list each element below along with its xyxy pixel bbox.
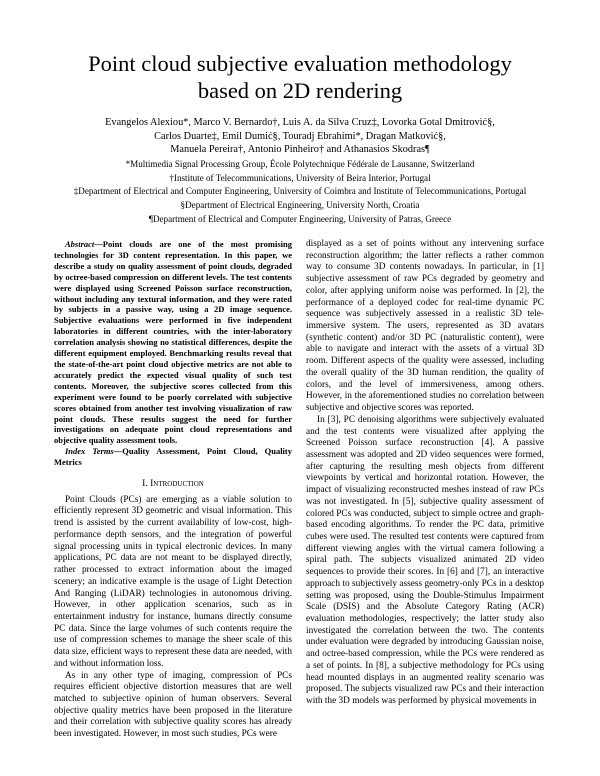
section-heading-introduction: I. Introduction — [142, 478, 204, 490]
authors-line-1: Evangelos Alexiou*, Marco V. Bernardo†, Luis A. da Silva Cruz‡, Lovorka Gotal Dmitrović§, — [105, 117, 495, 128]
affiliation-north: §Department of Electrical Engineering, University North, Croatia — [180, 200, 420, 211]
index-terms — [54, 446, 292, 468]
right-paragraph-1: displayed as a set of points without any intervening surface reconstruction algorithm; the latter reflects a rather common way to consume 3D contents nowadays. In particular, in [1] subjective assessment of raw PCs degraded by geometry and color, after applying uniform noise was performed. In [2], the performance of a deployed codec for real-time dynamic PC sequence was subjectively assessed in a realistic 3D tele-immersive system. The users, represented as 3D avatars (synthetic content) and/or 3D PC (naturalistic content), were able to navigate and interact with the assets of a virtual 3D room. Different aspects of the quality were assessed, including the overall quality of the 3D human rendition, the quality of colors, and the level of immersiveness, among others. However, in the aforementioned studies no correlation between subjective and objective scores was reported. — [306, 239, 544, 414]
affiliation-epfl: *Multimedia Signal Processing Group, École Polytechnique Fédérale de Lausanne, Switzerland — [125, 159, 475, 169]
author-list — [30, 116, 570, 157]
intro-paragraph-2: As in any other type of imaging, compression of PCs requires efficient objective distortion measures that are well matched to subjective opinion of human observers. Several objective quality metrics have been proposed in the literature and their correlation with subjective quality scores has already been investigated. However, in most such studies, PCs were — [54, 670, 292, 740]
affiliation-beira: †Institute of Telecommunications, University of Beira Interior, Portugal — [169, 172, 431, 183]
left-column — [54, 239, 292, 741]
intro-paragraph-1: Point Clouds (PCs) are emerging as a viable solution to efficiently represent 3D geometric and visual information. This trend is assisted by the current availability of low-cost, high-performance depth sensors, and the integration of powerful signal processing units in typical electronic devices. In many applications, PC data are not meant to be displayed directly, rather processed to extract information about the imaged scenery; an indicative example is the usage of Light Detection And Ranging (LiDAR) technologies in autonomous driving. However, in other application scenarios, such as in entertainment industry for instance, humans directly consume PC data. Since the large volumes of such contents require the use of compression schemes to manage the sheer scale of this data size, efficient ways to represent these data are needed, with and without information loss. — [54, 494, 292, 669]
affiliation-coimbra: ‡Department of Electrical and Computer Engineering, University of Coimbra and Institute of Telecommunications, Portugal — [73, 186, 527, 197]
title-line-1: Point cloud subjective evaluation methodology — [88, 51, 512, 76]
abstract-text: —Point clouds are one of the most promising technologies for 3D content representation. In this paper, we describe a study on quality assessment of point clouds, degraded by octree-based compression on different levels. The test contents were displayed using Screened Poisson surface reconstruction, without including any textural information, and they were rated by subjects in a passive way, using a 2D image sequence. Subjective evaluations were performed in five independent laboratories in different countries, with the inter-laboratory correlation analysis showing no statistical differences, despite the different equipment employed. Benchmarking results reveal that the state-of-the-art point cloud objective metrics are not able to accurately predict the expected visual quality of such test contents. Moreover, the subjective scores collected from this experiment were found to be poorly correlated with subjective scores obtained from another test involving visualization of raw point clouds. These results suggest the need for further investigations on adequate point cloud representations and objective quality assessment tools. — [54, 239, 292, 446]
paper-title — [40, 50, 560, 104]
abstract-label: Abstract — [65, 239, 95, 249]
index-terms-label: Index Terms — [65, 446, 114, 457]
abstract — [54, 239, 292, 446]
authors-line-3: Manuela Pereira†, Antonio Pinheiro† and Athanasios Skodras¶ — [170, 144, 430, 156]
right-column — [306, 239, 544, 708]
right-paragraph-2: In [3], PC denoising algorithms were subjectively evaluated and the test contents were visualized after applying the Screened Poisson surface reconstruction [4]. A passive assessment was adopted and 2D video sequences were formed, after capturing the resulting mesh objects from different viewpoints by vertical and horizontal rotation. However, the impact of visualizing reconstructed meshes instead of raw PCs was not investigated. In [5], subjective quality assessment of colored PCs was conducted, subject to simple octree and graph-based encoding algorithms. To render the PC data, primitive cubes were used. The resulted test contents were captured from different viewing angles with the virtual camera following a spiral path. The subjects visualized animated 2D video sequences to provide their scores. In [6] and [7], an interactive approach to subjectively assess geometry-only PCs in a desktop setting was proposed, using the Double-Stimulus Impairment Scale (DSIS) and the Absolute Category Rating (ACR) evaluation methodologies, respectively; the latter study also investigated the correlation between the two. The contents under evaluation were degraded by introducing Gaussian noise, and octree-based compression, while the PCs were rendered as a set of points. In [8], a subjective methodology for PCs using head mounted displays in an augmented reality scenario was proposed. The subjects visualized raw PCs and their interaction with the 3D models was performed by physical movements in — [306, 414, 544, 707]
affiliation-patras: ¶Department of Electrical and Computer Engineering, University of Patras, Greece — [148, 213, 452, 224]
affiliation-list — [20, 158, 580, 227]
index-terms-text: —Quality Assessment, Point Cloud, Quality Metrics — [54, 446, 292, 468]
authors-line-2: Carlos Duarte‡, Emil Dumić§, Touradj Ebrahimi*, Dragan Matković§, — [154, 130, 446, 142]
title-line-2: based on 2D rendering — [197, 78, 403, 103]
